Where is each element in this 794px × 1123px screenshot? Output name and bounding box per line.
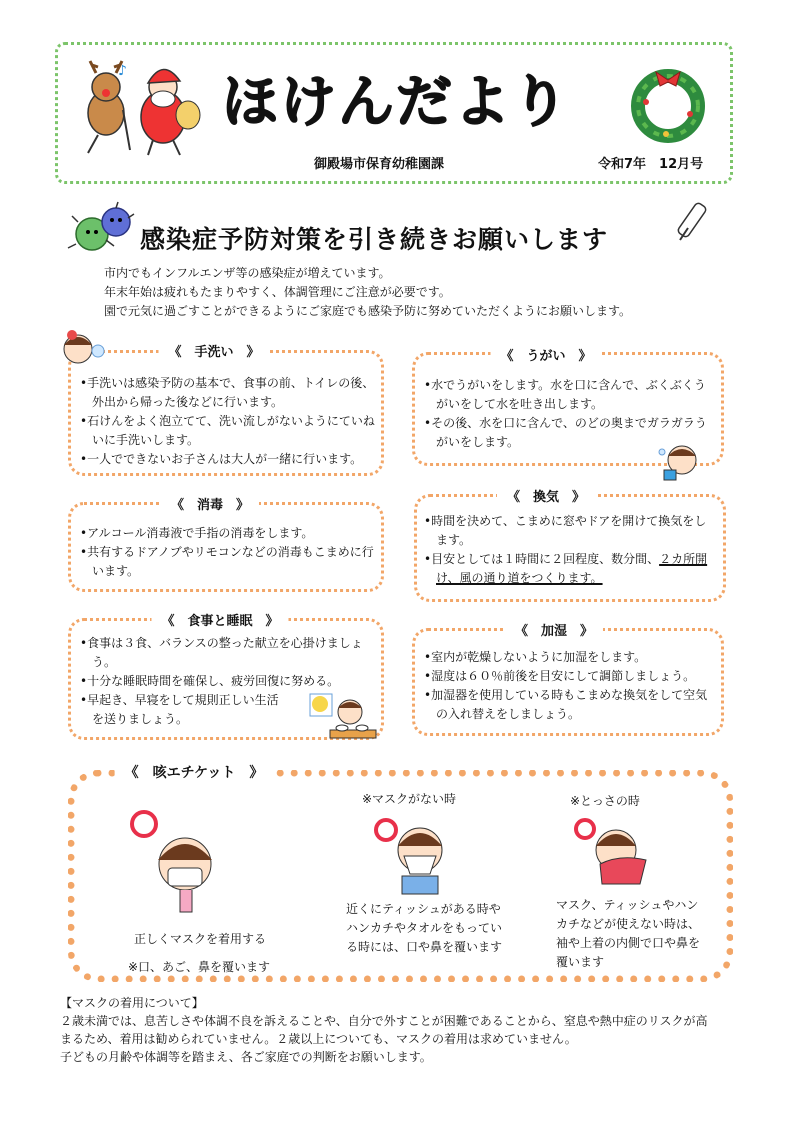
mask-note-line-3: 子どもの月齢や体調等を踏まえ、各ご家庭での判断をお願いします。 — [60, 1050, 432, 1064]
diet-sleep-label: 《 食事と睡眠 》 — [151, 610, 288, 629]
sudden-title: ※とっさの時 — [570, 794, 640, 808]
intro-line-1: 市内でもインフルエンザ等の感染症が増えています。 — [104, 266, 391, 280]
diet-sleep-item-1: •食事は３食、バランスの整った献立を心掛けましょう。 — [80, 636, 363, 669]
disinfect-item-1: •アルコール消毒液で手指の消毒をします。 — [80, 526, 314, 540]
sudden-text: マスク、ティッシュやハンカチなどが使えない時は、袖や上着の内側で口や鼻を覆います — [556, 898, 701, 969]
page-title: ほけんだより — [222, 70, 570, 135]
humidify-item-1: •室内が乾燥しないように加湿をします。 — [424, 650, 647, 664]
gargle-item-2: •その後、水を口に含んで、のどの奥までガラガラうがいをします。 — [424, 416, 707, 449]
humidify-text — [424, 648, 718, 724]
no-mask-title: ※マスクがない時 — [362, 792, 457, 806]
child-handwash-illustration — [56, 325, 108, 371]
mask-note-heading: 【マスクの着用について】 — [60, 996, 204, 1010]
child-handkerchief-illustration — [380, 812, 460, 896]
gargle-label: 《 うがい 》 — [490, 345, 601, 364]
ventilation-label: 《 換気 》 — [497, 486, 595, 505]
child-eating-illustration — [308, 692, 384, 752]
thermometer-icon — [672, 200, 718, 246]
disinfect-label: 《 消毒 》 — [161, 494, 259, 513]
issue-date: 令和7年 12月号 — [598, 157, 704, 172]
disinfect-text — [80, 524, 378, 581]
wreath-illustration — [626, 62, 710, 146]
department-name: 御殿場市保育幼稚園課 — [314, 157, 445, 172]
mask-note-line-1: ２歳未満では、息苦しさや体調不良を訴えることや、自分で外すことが困難であることから、窒息や熱中症のリスクが高 — [60, 1014, 708, 1028]
handwash-item-1: •手洗いは感染予防の基本で、食事の前、トイレの後、外出から帰った後などに行います。 — [80, 376, 375, 409]
humidify-label: 《 加湿 》 — [505, 620, 603, 639]
ventilation-item-2 — [424, 550, 718, 588]
mask-note-line-2: まるため、着用は勧められていません。２歳以上についても、マスクの着用は求めていません。 — [60, 1032, 577, 1046]
child-mask-illustration — [130, 814, 230, 914]
handwash-label: 《 手洗い 》 — [158, 341, 269, 360]
ventilation-text — [424, 512, 718, 588]
germ-icon — [64, 200, 136, 256]
intro-line-2: 年末年始は疲れもたまりやすく、体調管理にご注意が必要です。 — [104, 285, 451, 299]
reindeer-santa-illustration — [68, 55, 208, 165]
mask-note: ※口、あご、鼻を覆います — [128, 960, 271, 974]
svg-text:♪: ♪ — [118, 63, 127, 79]
ventilation-item-2-text: •目安としては１時間に２回程度、数分間、 — [424, 552, 660, 566]
diet-sleep-item-2: •十分な睡眠時間を確保し、疲労回復に努める。 — [80, 674, 340, 688]
handwash-item-2: •石けんをよく泡立てて、洗い流しがないようにていねいに手洗いします。 — [80, 414, 375, 447]
child-sleeve-illustration — [580, 814, 660, 892]
child-gargle-illustration — [656, 438, 712, 484]
handwash-text — [80, 374, 378, 469]
section-title: 感染症予防対策を引き続きお願いします — [140, 225, 609, 254]
gargle-item-1: •水でうがいをします。水を口に含んで、ぶくぶくうがいをして水を吐き出します。 — [424, 378, 706, 411]
diet-sleep-item-3: •早起き、早寝をして規則正しい生活を送りましょう。 — [80, 693, 279, 726]
disinfect-item-2: •共有するドアノブやリモコンなどの消毒もこまめに行います。 — [80, 545, 374, 578]
mask-caption: 正しくマスクを着用する — [134, 932, 267, 946]
no-mask-text: 近くにティッシュがある時やハンカチやタオルをもっている時には、口や鼻を覆います — [346, 902, 503, 954]
etiquette-label: 《 咳エチケット 》 — [115, 762, 274, 782]
ventilation-item-2-underlined: ２カ所開け、風の通り道をつくります。 — [436, 552, 708, 585]
humidify-item-3: •加湿器を使用している時もこまめな換気をして空気の入れ替えをしましょう。 — [424, 688, 708, 721]
ventilation-item-1: •時間を決めて、こまめに窓やドアを開けて換気をします。 — [424, 514, 707, 547]
intro-line-3: 園で元気に過ごすことができるようにご家庭でも感染予防に努めていただくようにお願いします。 — [104, 304, 632, 318]
handwash-item-3: •一人でできないお子さんは大人が一緒に行います。 — [80, 452, 363, 466]
humidify-item-2: •湿度は６０％前後を目安にして調節しましょう。 — [424, 669, 696, 683]
